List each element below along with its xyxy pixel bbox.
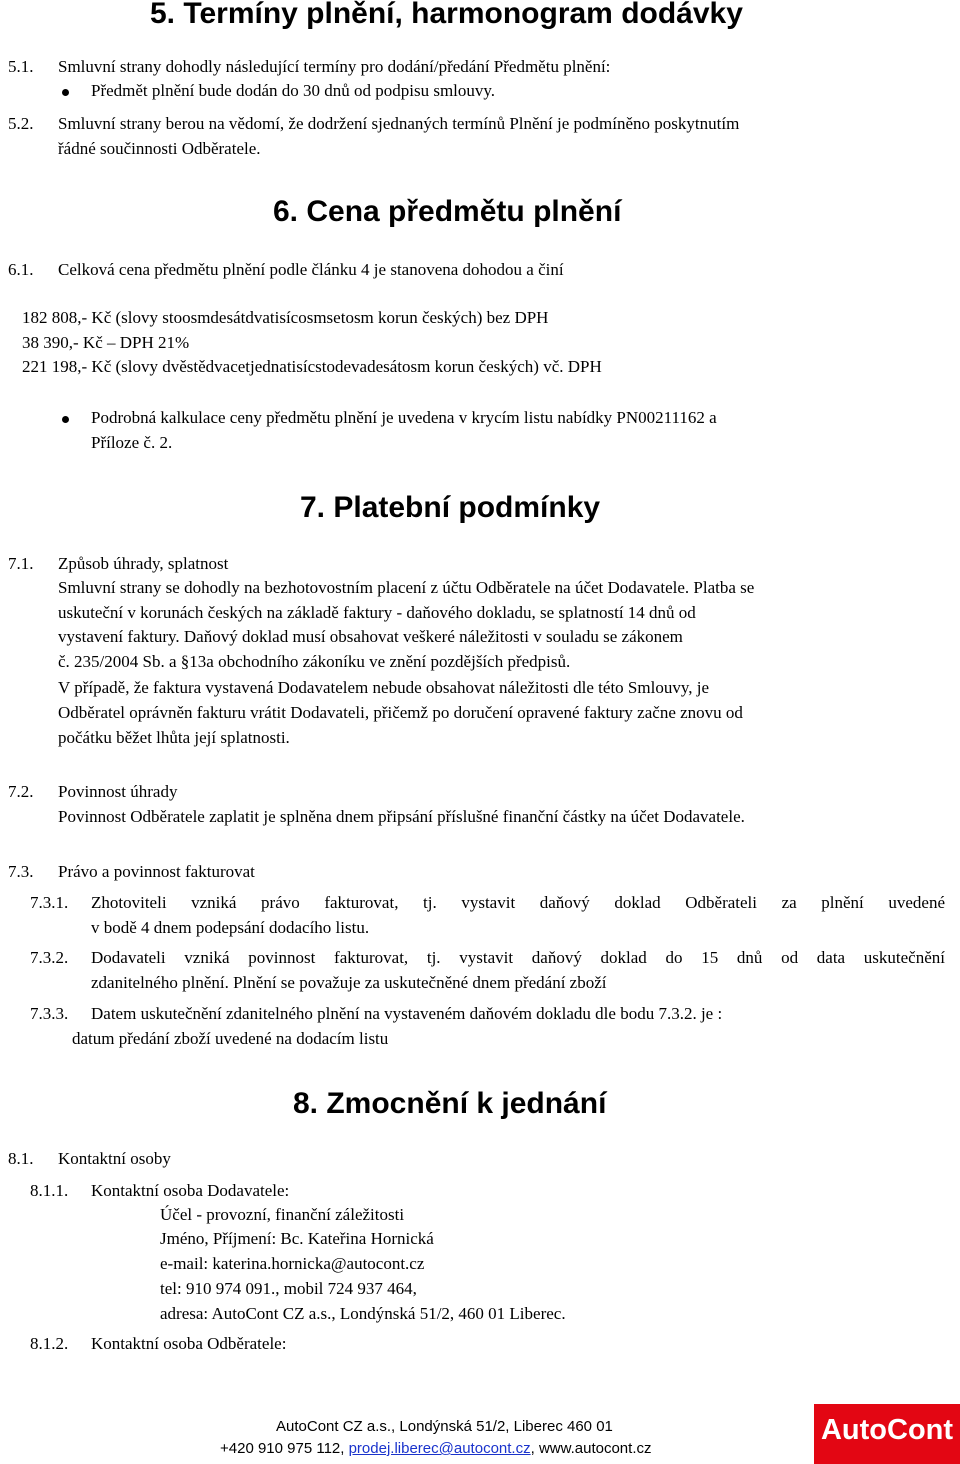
bullet-text: Příloze č. 2. (91, 433, 173, 452)
contact-line: Účel - provozní, finanční záležitosti (160, 1205, 405, 1224)
section-5-heading: 5. Termíny plnění, harmonogram dodávky (150, 0, 743, 30)
clause-text: Smluvní strany dohodly následující termíny pro dodání/předání Předmětu plnění: (58, 57, 611, 76)
clause-number: 5.2. (8, 114, 34, 133)
section-6-heading: 6. Cena předmětu plnění (273, 195, 622, 228)
price-line: 38 390,- Kč – DPH 21% (22, 333, 190, 352)
footer-contacts (220, 1440, 652, 1458)
price-line: 221 198,- Kč (slovy dvěstědvacetjednatisícstodevadesátosm korun českých) vč. DPH (22, 357, 602, 376)
subclause-text: datum předání zboží uvedené na dodacím listu (72, 1029, 389, 1048)
bullet-icon (62, 89, 69, 96)
bullet-text: Podrobná kalkulace ceny předmětu plnění je uvedena v krycím listu nabídky PN00211162 a (91, 408, 717, 427)
paragraph-line: uskuteční v korunách českých na základě faktury - daňového dokladu, se splatností 14 dnů od (58, 603, 696, 622)
subclause-title: Kontaktní osoba Odběratele: (91, 1334, 287, 1353)
clause-text: Smluvní strany berou na vědomí, že dodržení sjednaných termínů Plnění je podmíněno poskytnutím (58, 114, 740, 133)
subclause-text: zdanitelného plnění. Plnění se považuje za uskutečněné dnem předání zboží (91, 973, 607, 992)
clause-text: řádné součinnosti Odběratele. (58, 139, 261, 158)
subclause-text: Dodavateli vzniká povinnost fakturovat, tj. vystavit daňový doklad do 15 dnů od data uskutečnění (91, 948, 945, 967)
subclause-number: 7.3.2. (30, 948, 69, 967)
contact-email: e-mail: katerina.hornicka@autocont.cz (160, 1254, 425, 1273)
footer-web[interactable]: www.autocont.cz (538, 1440, 652, 1457)
paragraph-line: vystavení faktury. Daňový doklad musí obsahovat veškeré náležitosti v souladu se zákonem (58, 627, 683, 646)
subclause-number: 8.1.2. (30, 1334, 69, 1353)
footer-separator: , (530, 1440, 539, 1457)
paragraph-line: č. 235/2004 Sb. a §13a obchodního zákoníku ve znění pozdějších předpisů. (58, 652, 571, 671)
clause-number: 5.1. (8, 57, 34, 76)
subclause-text: Datem uskutečnění zdanitelného plnění na vystaveném daňovém dokladu dle bodu 7.3.2. je : (91, 1004, 723, 1023)
section-8-heading: 8. Zmocnění k jednání (293, 1087, 607, 1120)
subclause-text: Zhotoviteli vzniká právo fakturovat, tj. vystavit daňový doklad Odběrateli za plnění uvedené (91, 893, 945, 912)
clause-title: Právo a povinnost fakturovat (58, 862, 255, 881)
subclause-title: Kontaktní osoba Dodavatele: (91, 1181, 290, 1200)
section-7-heading: 7. Platební podmínky (300, 491, 601, 524)
clause-number: 7.1. (8, 554, 34, 573)
bullet-icon (62, 416, 69, 423)
price-line: 182 808,- Kč (slovy stoosmdesátdvatisícosmsetosm korun českých) bez DPH (22, 308, 549, 327)
subclause-text: v bodě 4 dnem podepsání dodacího listu. (91, 918, 370, 937)
footer-email-link[interactable]: prodej.liberec@autocont.cz (348, 1440, 531, 1457)
clause-number: 8.1. (8, 1149, 34, 1168)
paragraph-line: Povinnost Odběratele zaplatit je splněna dnem připsání příslušné finanční částky na účet Dodavatele. (58, 807, 745, 826)
paragraph-line: počátku běžet lhůta její splatnosti. (58, 728, 290, 747)
contact-line: tel: 910 974 091., mobil 724 937 464, (160, 1279, 417, 1298)
bullet-text: Předmět plnění bude dodán do 30 dnů od podpisu smlouvy. (91, 81, 496, 100)
paragraph-line: V případě, že faktura vystavená Dodavatelem nebude obsahovat náležitosti dle této Smlouvy, je (58, 678, 709, 697)
clause-title: Kontaktní osoby (58, 1149, 171, 1168)
subclause-number: 7.3.1. (30, 893, 69, 912)
paragraph-line: Smluvní strany se dohodly na bezhotovostním placení z účtu Odběratele na účet Dodavatele. Platba se (58, 578, 755, 597)
clause-text: Celková cena předmětu plnění podle článku 4 je stanovena dohodou a činí (58, 260, 564, 279)
clause-number: 7.2. (8, 782, 34, 801)
clause-number: 7.3. (8, 862, 34, 881)
clause-title: Způsob úhrady, splatnost (58, 554, 229, 573)
footer-phone: +420 910 975 112, (220, 1440, 349, 1457)
clause-title: Povinnost úhrady (58, 782, 178, 801)
clause-number: 6.1. (8, 260, 34, 279)
subclause-number: 8.1.1. (30, 1181, 69, 1200)
contact-line: adresa: AutoCont CZ a.s., Londýnská 51/2, 460 01 Liberec. (160, 1304, 566, 1323)
footer-address: AutoCont CZ a.s., Londýnská 51/2, Liberec 460 01 (276, 1418, 613, 1435)
subclause-number: 7.3.3. (30, 1004, 69, 1023)
paragraph-line: Odběratel oprávněn fakturu vrátit Dodavateli, přičemž po doručení opravené faktury začne znovu od (58, 703, 743, 722)
logo-text: AutoCont (820, 1414, 954, 1446)
contact-line: Jméno, Příjmení: Bc. Kateřina Hornická (160, 1229, 434, 1248)
autocont-logo (814, 1404, 960, 1464)
